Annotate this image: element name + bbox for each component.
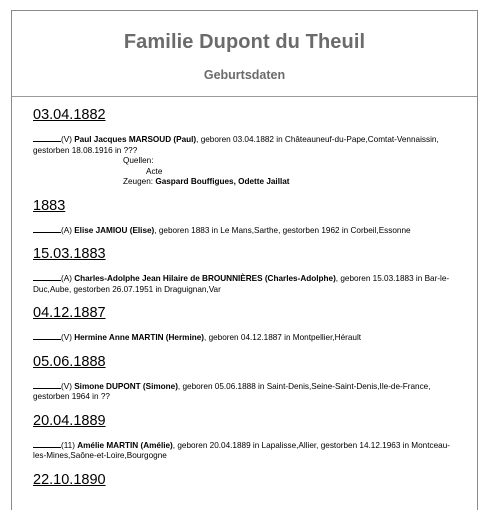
- blank-line: [33, 332, 61, 340]
- date-link[interactable]: 05.06.1888: [33, 353, 106, 370]
- sources-block: [33, 156, 459, 188]
- person-entry: [33, 440, 459, 462]
- witnesses-label: Zeugen:: [123, 177, 154, 186]
- entry-details: , geboren 20.04.1889 in Lapalisse,Allier, gestorben 14.12.1963 in Montceau-les-Mines,Saône-et-Loire,Bourgogne: [33, 440, 450, 460]
- birth-date-list: [12, 97, 477, 489]
- entry-details: , geboren 15.03.1883 in Bar-le-Duc,Aube, gestorben 26.07.1951 in Draguignan,Var: [33, 274, 450, 294]
- entry-details: , geboren 04.12.1887 in Montpellier,Hérault: [204, 333, 362, 342]
- person-name[interactable]: Amélie MARTIN (Amélie): [77, 440, 173, 450]
- person-entry: [33, 134, 459, 156]
- page-title: Familie Dupont du Theuil: [123, 31, 366, 53]
- date-section: [33, 236, 459, 295]
- person-name[interactable]: Elise JAMIOU (Elise): [74, 225, 155, 235]
- entry-tag: (A): [61, 225, 72, 235]
- entry-tag: (V): [61, 333, 72, 342]
- date-link[interactable]: 1883: [33, 197, 66, 214]
- person-name[interactable]: Charles-Adolphe Jean Hilaire de BROUNNIÈRES (Charles-Adolphe): [74, 274, 336, 283]
- blank-line: [33, 440, 61, 448]
- page-subtitle: Geburtsdaten: [203, 68, 286, 82]
- date-link[interactable]: 03.04.1882: [33, 107, 106, 123]
- entry-details: , geboren 05.06.1888 in Saint-Denis,Seine-Saint-Denis,Ile-de-France, gestorben 1964 in ??: [33, 381, 431, 401]
- person-name[interactable]: Simone DUPONT (Simone): [74, 381, 178, 391]
- date-section: [33, 403, 459, 462]
- document-header: [12, 31, 477, 82]
- person-entry: [33, 332, 459, 344]
- person-name[interactable]: Hermine Anne MARTIN (Hermine): [74, 333, 205, 342]
- date-section: [33, 295, 459, 344]
- entry-tag: (11): [61, 440, 75, 450]
- document-page: [11, 10, 478, 510]
- entry-details: , geboren 1883 in Le Mans,Sarthe, gestorben 1962 in Corbeil,Essonne: [154, 225, 411, 235]
- date-section: [33, 462, 459, 489]
- date-link[interactable]: 22.10.1890: [33, 471, 106, 488]
- witnesses-value: Gaspard Bouffigues, Odette Jaillat: [155, 177, 290, 186]
- witnesses-line: [33, 177, 459, 188]
- blank-line: [33, 381, 61, 389]
- date-section: [33, 97, 459, 188]
- entry-tag: (V): [61, 381, 72, 391]
- person-entry: [33, 225, 459, 237]
- person-entry: [33, 381, 459, 403]
- entry-tag: (A): [61, 274, 72, 283]
- entry-tag: (V): [61, 135, 72, 144]
- person-name[interactable]: Paul Jacques MARSOUD (Paul): [74, 135, 197, 144]
- sources-label: Quellen:: [123, 156, 154, 165]
- date-link[interactable]: 20.04.1889: [33, 412, 106, 429]
- blank-line: [33, 134, 61, 142]
- date-section: [33, 344, 459, 403]
- person-entry: [33, 273, 459, 295]
- blank-line: [33, 225, 61, 233]
- date-section: [33, 188, 459, 237]
- sources-value: Acte: [146, 166, 163, 176]
- entry-details: , geboren 03.04.1882 in Châteauneuf-du-Pape,Comtat-Vennaissin, gestorben 18.08.1916 in ???: [33, 135, 439, 155]
- date-link[interactable]: 04.12.1887: [33, 305, 106, 321]
- date-link[interactable]: 15.03.1883: [33, 246, 106, 262]
- blank-line: [33, 273, 61, 281]
